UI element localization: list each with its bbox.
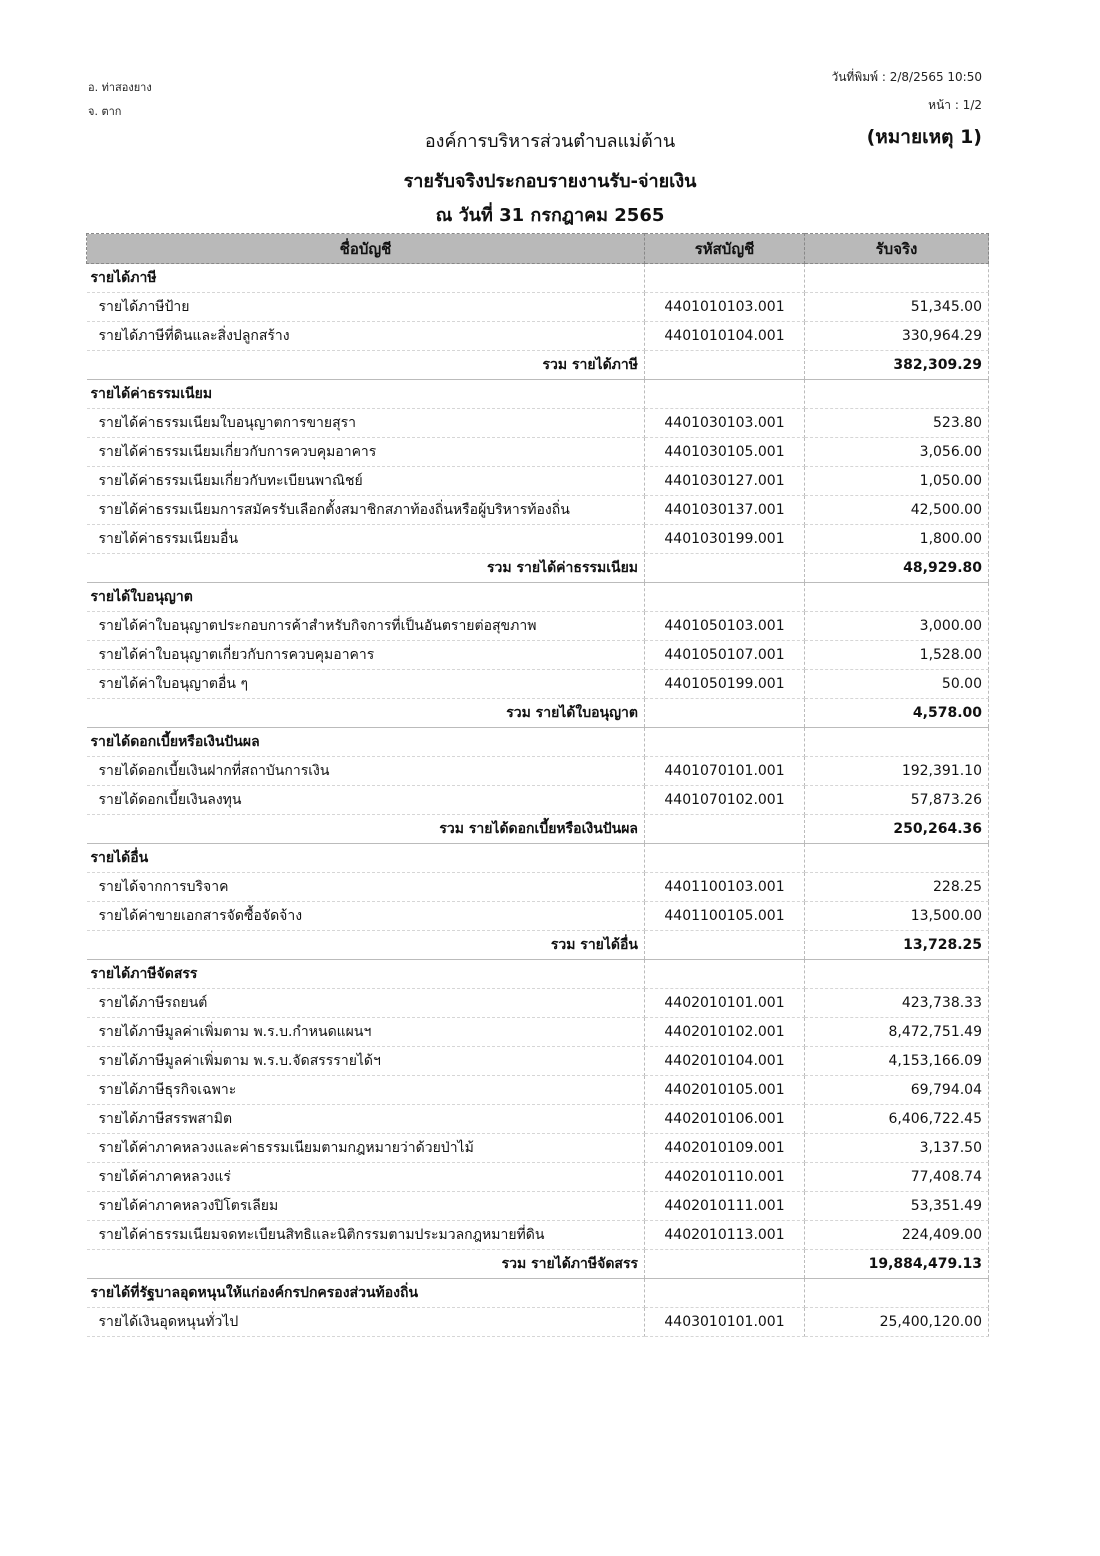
amount: 228.25 xyxy=(805,873,989,902)
table-row xyxy=(87,1163,989,1192)
account-code: 4402010101.001 xyxy=(645,989,805,1018)
account-code xyxy=(645,554,805,583)
total-label: รวม รายได้ภาษี xyxy=(87,351,645,380)
section-row xyxy=(87,583,989,612)
total-amount: 13,728.25 xyxy=(805,931,989,960)
table-row xyxy=(87,757,989,786)
account-name: รายได้ค่าใบอนุญาตประกอบการค้าสำหรับกิจการที่เป็นอันตรายต่อสุขภาพ xyxy=(87,612,645,641)
account-code xyxy=(645,583,805,612)
account-code: 4401030105.001 xyxy=(645,438,805,467)
account-code xyxy=(645,960,805,989)
account-code: 4402010109.001 xyxy=(645,1134,805,1163)
account-code: 4401010103.001 xyxy=(645,293,805,322)
total-label: รวม รายได้ค่าธรรมเนียม xyxy=(87,554,645,583)
account-name: รายได้ค่าใบอนุญาตเกี่ยวกับการควบคุมอาคาร xyxy=(87,641,645,670)
account-code: 4401030103.001 xyxy=(645,409,805,438)
total-label: รวม รายได้ใบอนุญาต xyxy=(87,699,645,728)
section-title: รายได้ค่าธรรมเนียม xyxy=(87,380,645,409)
amount: 13,500.00 xyxy=(805,902,989,931)
account-name: รายได้จากการบริจาค xyxy=(87,873,645,902)
table-row xyxy=(87,409,989,438)
section-row xyxy=(87,1279,989,1308)
account-name: รายได้ค่าธรรมเนียมการสมัครรับเลือกตั้งสมาชิกสภาท้องถิ่นหรือผู้บริหารท้องถิ่น xyxy=(87,496,645,525)
account-code: 4403010101.001 xyxy=(645,1308,805,1337)
account-code: 4401100105.001 xyxy=(645,902,805,931)
table-row xyxy=(87,438,989,467)
account-code: 4401070101.001 xyxy=(645,757,805,786)
account-name: รายได้ดอกเบี้ยเงินฝากที่สถาบันการเงิน xyxy=(87,757,645,786)
table-row xyxy=(87,670,989,699)
account-name: รายได้ค่าธรรมเนียมเกี่ยวกับการควบคุมอาคาร xyxy=(87,438,645,467)
amount: 8,472,751.49 xyxy=(805,1018,989,1047)
account-code: 4401070102.001 xyxy=(645,786,805,815)
table-row xyxy=(87,902,989,931)
account-name: รายได้ดอกเบี้ยเงินลงทุน xyxy=(87,786,645,815)
amount: 51,345.00 xyxy=(805,293,989,322)
account-code: 4401030137.001 xyxy=(645,496,805,525)
table-row xyxy=(87,989,989,1018)
account-code xyxy=(645,844,805,873)
district-label: อ. ท่าสองยาง xyxy=(88,81,152,94)
report-title: รายรับจริงประกอบรายงานรับ-จ่ายเงิน xyxy=(403,171,697,192)
print-date: วันที่พิมพ์ : 2/8/2565 10:50 xyxy=(831,70,982,84)
account-name: รายได้ค่าธรรมเนียมอื่น xyxy=(87,525,645,554)
column-header-account-code: รหัสบัญชี xyxy=(645,234,805,264)
account-code: 4402010102.001 xyxy=(645,1018,805,1047)
account-name: รายได้ภาษีสรรพสามิต xyxy=(87,1105,645,1134)
amount: 25,400,120.00 xyxy=(805,1308,989,1337)
account-code: 4401030199.001 xyxy=(645,525,805,554)
amount: 192,391.10 xyxy=(805,757,989,786)
account-name: รายได้ค่าขายเอกสารจัดซื้อจัดจ้าง xyxy=(87,902,645,931)
account-name: รายได้เงินอุดหนุนทั่วไป xyxy=(87,1308,645,1337)
total-amount: 250,264.36 xyxy=(805,815,989,844)
amount: 4,153,166.09 xyxy=(805,1047,989,1076)
column-header-account-name: ชื่อบัญชี xyxy=(87,234,645,264)
table-row xyxy=(87,1221,989,1250)
account-code xyxy=(645,380,805,409)
organization-title: องค์การบริหารส่วนตำบลแม่ต้าน xyxy=(424,131,676,152)
account-name: รายได้ค่าภาคหลวงและค่าธรรมเนียมตามกฎหมายว่าด้วยป่าไม้ xyxy=(87,1134,645,1163)
account-code xyxy=(645,699,805,728)
section-title: รายได้อื่น xyxy=(87,844,645,873)
amount: 6,406,722.45 xyxy=(805,1105,989,1134)
account-name: รายได้ภาษีมูลค่าเพิ่มตาม พ.ร.บ.จัดสรรรายได้ฯ xyxy=(87,1047,645,1076)
amount: 423,738.33 xyxy=(805,989,989,1018)
amount xyxy=(805,264,989,293)
amount: 1,528.00 xyxy=(805,641,989,670)
table-row xyxy=(87,322,989,351)
account-code: 4402010113.001 xyxy=(645,1221,805,1250)
account-name: รายได้ภาษีป้าย xyxy=(87,293,645,322)
account-name: รายได้ค่าธรรมเนียมจดทะเบียนสิทธิและนิติกรรมตามประมวลกฎหมายที่ดิน xyxy=(87,1221,645,1250)
account-name: รายได้ภาษีธุรกิจเฉพาะ xyxy=(87,1076,645,1105)
account-name: รายได้ค่าภาคหลวงแร่ xyxy=(87,1163,645,1192)
total-row xyxy=(87,699,989,728)
amount xyxy=(805,1279,989,1308)
table-row xyxy=(87,1308,989,1337)
table-row xyxy=(87,1105,989,1134)
total-row xyxy=(87,554,989,583)
account-code: 4402010111.001 xyxy=(645,1192,805,1221)
table-row xyxy=(87,525,989,554)
table-row xyxy=(87,1047,989,1076)
account-code: 4401010104.001 xyxy=(645,322,805,351)
section-row xyxy=(87,380,989,409)
section-title: รายได้ที่รัฐบาลอุดหนุนให้แก่องค์กรปกครองส่วนท้องถิ่น xyxy=(87,1279,645,1308)
total-amount: 48,929.80 xyxy=(805,554,989,583)
account-code: 4402010104.001 xyxy=(645,1047,805,1076)
account-code xyxy=(645,728,805,757)
account-code: 4402010105.001 xyxy=(645,1076,805,1105)
account-code xyxy=(645,264,805,293)
section-row xyxy=(87,728,989,757)
amount: 50.00 xyxy=(805,670,989,699)
account-name: รายได้ภาษีมูลค่าเพิ่มตาม พ.ร.บ.กำหนดแผนฯ xyxy=(87,1018,645,1047)
amount xyxy=(805,844,989,873)
province-label: จ. ตาก xyxy=(88,105,122,118)
amount xyxy=(805,583,989,612)
account-name: รายได้ภาษีรถยนต์ xyxy=(87,989,645,1018)
total-amount: 382,309.29 xyxy=(805,351,989,380)
account-code: 4401050199.001 xyxy=(645,670,805,699)
amount: 523.80 xyxy=(805,409,989,438)
table-row xyxy=(87,873,989,902)
total-label: รวม รายได้ดอกเบี้ยหรือเงินปันผล xyxy=(87,815,645,844)
column-header-amount: รับจริง xyxy=(805,234,989,264)
amount: 1,050.00 xyxy=(805,467,989,496)
account-code xyxy=(645,815,805,844)
account-code: 4401050103.001 xyxy=(645,612,805,641)
account-code xyxy=(645,1250,805,1279)
section-row xyxy=(87,264,989,293)
table-row xyxy=(87,1192,989,1221)
account-name: รายได้ค่าใบอนุญาตอื่น ๆ xyxy=(87,670,645,699)
table-row xyxy=(87,1076,989,1105)
note-label: (หมายเหตุ 1) xyxy=(866,126,982,148)
table-row xyxy=(87,293,989,322)
amount: 1,800.00 xyxy=(805,525,989,554)
account-code: 4402010106.001 xyxy=(645,1105,805,1134)
table-body xyxy=(87,264,989,1337)
total-label: รวม รายได้ภาษีจัดสรร xyxy=(87,1250,645,1279)
total-row xyxy=(87,1250,989,1279)
total-row xyxy=(87,815,989,844)
amount xyxy=(805,960,989,989)
revenue-table xyxy=(86,233,989,1337)
table-header-row xyxy=(87,234,989,264)
account-name: รายได้ภาษีที่ดินและสิ่งปลูกสร้าง xyxy=(87,322,645,351)
amount: 224,409.00 xyxy=(805,1221,989,1250)
section-title: รายได้ภาษีจัดสรร xyxy=(87,960,645,989)
section-title: รายได้ดอกเบี้ยหรือเงินปันผล xyxy=(87,728,645,757)
amount: 77,408.74 xyxy=(805,1163,989,1192)
table-row xyxy=(87,641,989,670)
section-title: รายได้ใบอนุญาต xyxy=(87,583,645,612)
total-amount: 4,578.00 xyxy=(805,699,989,728)
table-row xyxy=(87,1134,989,1163)
amount: 3,056.00 xyxy=(805,438,989,467)
amount: 57,873.26 xyxy=(805,786,989,815)
account-code xyxy=(645,351,805,380)
section-row xyxy=(87,844,989,873)
account-code: 4402010110.001 xyxy=(645,1163,805,1192)
table-row xyxy=(87,467,989,496)
account-name: รายได้ค่าธรรมเนียมเกี่ยวกับทะเบียนพาณิชย์ xyxy=(87,467,645,496)
total-amount: 19,884,479.13 xyxy=(805,1250,989,1279)
account-code xyxy=(645,931,805,960)
total-row xyxy=(87,351,989,380)
section-row xyxy=(87,960,989,989)
account-code: 4401050107.001 xyxy=(645,641,805,670)
page-number: หน้า : 1/2 xyxy=(928,98,982,112)
table-row xyxy=(87,612,989,641)
amount: 69,794.04 xyxy=(805,1076,989,1105)
account-code xyxy=(645,1279,805,1308)
total-label: รวม รายได้อื่น xyxy=(87,931,645,960)
section-title: รายได้ภาษี xyxy=(87,264,645,293)
account-name: รายได้ค่าธรรมเนียมใบอนุญาตการขายสุรา xyxy=(87,409,645,438)
account-name: รายได้ค่าภาคหลวงปิโตรเลียม xyxy=(87,1192,645,1221)
total-row xyxy=(87,931,989,960)
table-row xyxy=(87,1018,989,1047)
amount: 53,351.49 xyxy=(805,1192,989,1221)
table-row xyxy=(87,786,989,815)
amount xyxy=(805,728,989,757)
amount: 3,000.00 xyxy=(805,612,989,641)
table-row xyxy=(87,496,989,525)
amount: 42,500.00 xyxy=(805,496,989,525)
account-code: 4401030127.001 xyxy=(645,467,805,496)
amount: 3,137.50 xyxy=(805,1134,989,1163)
amount: 330,964.29 xyxy=(805,322,989,351)
amount xyxy=(805,380,989,409)
report-date: ณ วันที่ 31 กรกฎาคม 2565 xyxy=(435,205,665,226)
account-code: 4401100103.001 xyxy=(645,873,805,902)
